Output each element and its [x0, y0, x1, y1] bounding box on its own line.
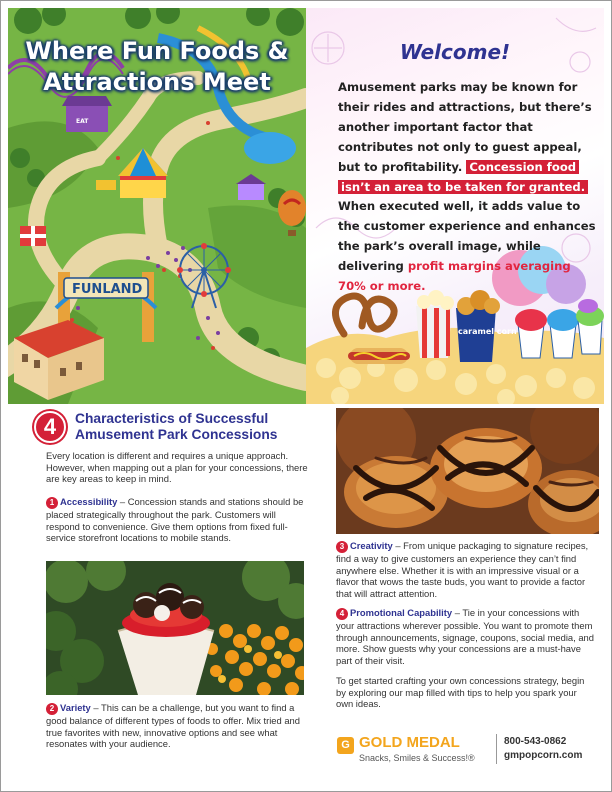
- funland-sign: FUNLAND: [72, 282, 143, 297]
- donut-photo-art: [336, 408, 599, 534]
- call-to-action: To get started crafting your own concessions strategy, begin by exploring our map filled with tips to help you spark your own ideas.: [336, 675, 585, 710]
- item-label: Accessibility: [60, 496, 118, 507]
- item-variety: [46, 702, 304, 750]
- svg-text:EAT: EAT: [76, 118, 89, 125]
- welcome-profit-margins: profit margins averaging 70% or more.: [338, 259, 571, 294]
- phone-number[interactable]: 800-543-0862: [504, 736, 567, 747]
- brand-name: GOLD MEDAL: [359, 734, 460, 751]
- donut-photo: [336, 408, 599, 534]
- item-accessibility: [46, 496, 308, 544]
- welcome-intro: Amusement parks may be known for their rides and attractions, but there’s another important factor that contributes not only to guest appeal, but to profitability.: [338, 80, 592, 174]
- item-label: Promotional Capability: [350, 607, 453, 618]
- gold-medal-logo[interactable]: [337, 734, 507, 766]
- welcome-middle: When executed well, it adds value to the customer experience and enhances the park’s overall image, while delivering: [338, 199, 596, 274]
- welcome-highlight: Concession food isn’t an area to be taken for granted.: [338, 160, 588, 194]
- item-label: Variety: [60, 702, 91, 713]
- sundae-photo-art: [46, 561, 304, 695]
- item-creativity: [336, 540, 598, 600]
- contact-info: [504, 735, 582, 763]
- welcome-heading: Welcome!: [399, 40, 511, 64]
- number-badge: 4: [34, 411, 66, 443]
- brand-tagline: Snacks, Smiles & Success!®: [359, 753, 475, 763]
- welcome-body: [338, 78, 600, 297]
- caramel-corn-label: caramel corn: [458, 327, 517, 336]
- item-text: – Concession stands and stations should be placed strategically throughout the park. Customers will respond to convenience. Give them options from fixed full-service storefront locations to mobile stands.: [46, 496, 304, 544]
- item-number: 1: [46, 497, 58, 509]
- item-text: – This can be a challenge, but you want to find a good balance of different types of foods to offer. Mix tried and true favorites with new, innovative options and see what resonates with your audience.: [46, 702, 300, 750]
- sundae-photo: [46, 561, 304, 695]
- item-number: 4: [336, 608, 348, 620]
- hero-title: Where Fun Foods & Attractions Meet: [25, 37, 289, 96]
- article-intro: Every location is different and requires a unique approach. However, when mapping out a plan for your concessions, there are key areas to keep in mind.: [46, 450, 308, 485]
- item-promotional-capability: [336, 607, 598, 667]
- item-number: 2: [46, 703, 58, 715]
- website-link[interactable]: gmpopcorn.com: [504, 750, 583, 761]
- gold-medal-mark-icon: G: [337, 737, 354, 754]
- park-map-illustration: [8, 8, 306, 404]
- article-title: Characteristics of Successful Amusement Park Concessions: [75, 411, 278, 442]
- welcome-panel: [306, 8, 604, 404]
- item-text: – From unique packaging to signature recipes, find a way to give customers an experience they can’t find anywhere else. Whether it is with an impressive visual or a flavor that wows the taste buds, you want to provide a factor that will attract attention.: [336, 540, 589, 600]
- item-text: – Tie in your concessions with your attractions wherever possible. You want to promote them through announcements, signage, coupons, social media, and more. Show guests why your concessions are a must-have part of their visit.: [336, 607, 594, 667]
- footer-divider: [496, 734, 497, 764]
- item-label: Creativity: [350, 540, 393, 551]
- item-number: 3: [336, 541, 348, 553]
